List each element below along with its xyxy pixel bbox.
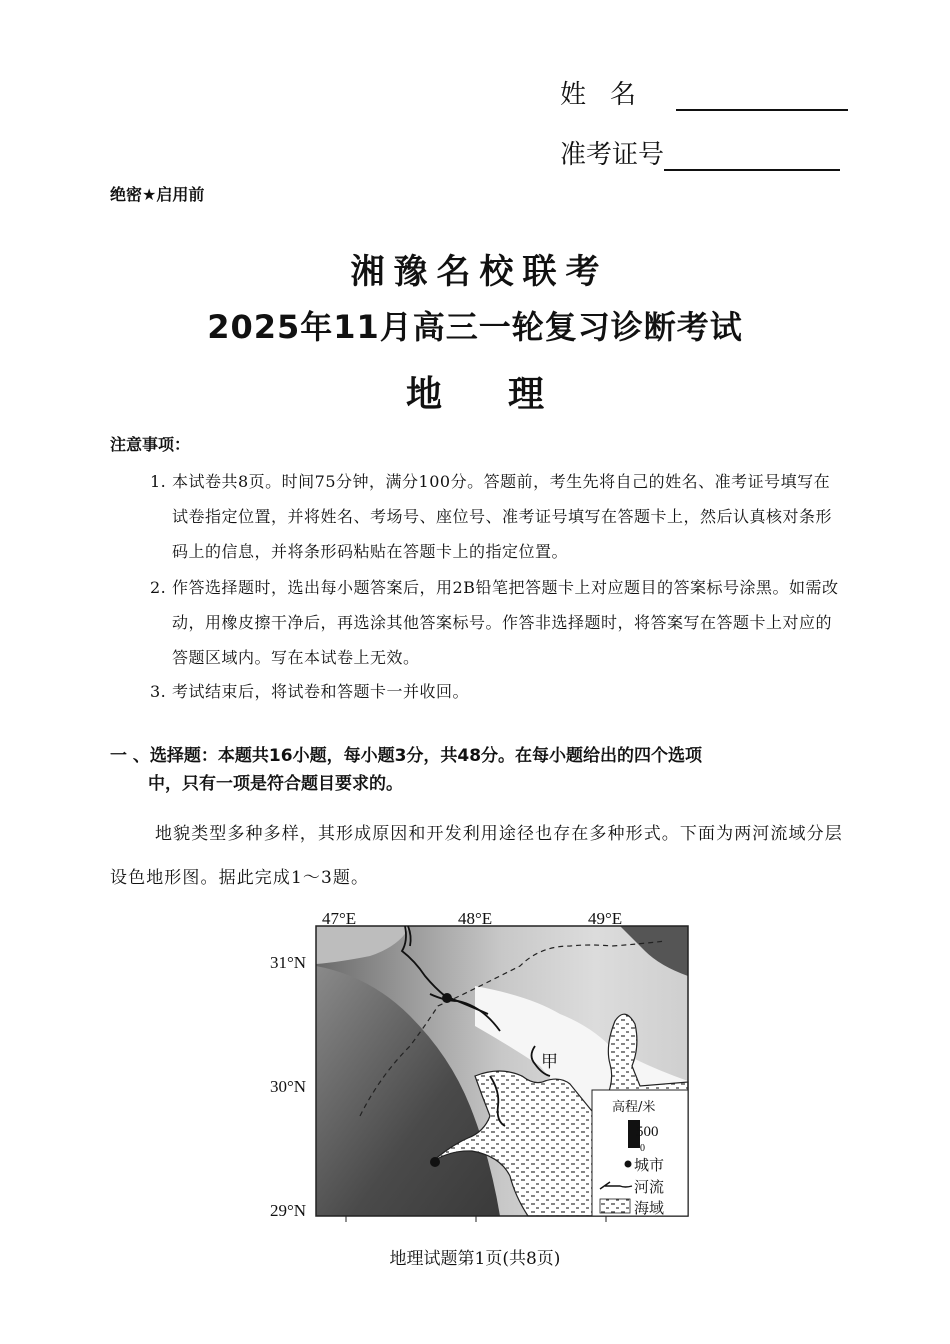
subject-title: 地理 bbox=[405, 374, 610, 415]
notice-number: 1. bbox=[150, 472, 167, 491]
legend-min: 0 bbox=[640, 1143, 645, 1154]
legend-city-symbol bbox=[625, 1161, 632, 1168]
city-marker bbox=[442, 993, 452, 1003]
city-marker bbox=[430, 1157, 440, 1167]
legend-city-label: 城市 bbox=[634, 1156, 665, 1174]
lon-label: 47°E bbox=[322, 909, 357, 928]
name-label-b: 名 bbox=[610, 80, 637, 110]
map-legend bbox=[592, 1090, 688, 1217]
topographic-map bbox=[260, 906, 700, 1226]
section-heading-line1: 一 、选择题：本题共16小题，每小题3分，共48分。在每小题给出的四个选项 bbox=[110, 746, 703, 766]
section-heading-line2: 中，只有一项是符合题目要求的。 bbox=[148, 774, 403, 794]
notice-item bbox=[150, 570, 842, 675]
notice-item bbox=[150, 674, 842, 709]
legend-sea-symbol bbox=[600, 1199, 630, 1213]
exam-organizer-title: 湘豫名校联考 bbox=[350, 252, 609, 292]
ticket-label: 准考证号 bbox=[560, 140, 665, 170]
secrecy-mark: 绝密★启用前 bbox=[110, 185, 205, 204]
place-label-jia: 甲 bbox=[541, 1052, 558, 1072]
name-label-a: 姓 bbox=[560, 80, 587, 110]
question-intro: 地貌类型多种多样，其形成原因和开发利用途径也存在多种形式。下面为两河流域分层设色地形图。据此完成1～3题。 bbox=[110, 824, 843, 888]
legend-sea-label: 海域 bbox=[634, 1199, 665, 1217]
notice-item bbox=[150, 464, 842, 569]
page-footer: 地理试题第1页(共8页) bbox=[389, 1249, 561, 1269]
lon-label: 48°E bbox=[458, 909, 493, 928]
lat-label: 29°N bbox=[270, 1201, 307, 1220]
legend-river-label: 河流 bbox=[634, 1178, 665, 1196]
notice-number: 3. bbox=[150, 682, 167, 701]
exam-name-title: 2025年11月高三一轮复习诊断考试 bbox=[207, 308, 743, 346]
lat-label: 31°N bbox=[270, 953, 307, 972]
name-field bbox=[560, 74, 848, 111]
ticket-field bbox=[560, 134, 840, 171]
section-heading bbox=[110, 742, 845, 798]
notice-text: 作答选择题时，选出每小题答案后，用2B铅笔把答题卡上对应题目的答案标号涂黑。如需改动，用橡皮擦干净后，再选涂其他答案标号。作答非选择题时，将答案写在答题卡上对应的答题区域内。写在本试卷上无效。 bbox=[172, 578, 839, 667]
notice-text: 本试卷共8页。时间75分钟，满分100分。答题前，考生先将自己的姓名、准考证号填写在试卷指定位置，并将姓名、考场号、座位号、准考证号填写在答题卡上，然后认真核对条形码上的信息，并将条形码粘贴在答题卡上的指定位置。 bbox=[172, 472, 833, 561]
tick-marks bbox=[346, 1216, 606, 1222]
name-blank-line bbox=[676, 81, 848, 111]
notice-text: 考试结束后，将试卷和答题卡一并收回。 bbox=[172, 682, 470, 701]
ticket-blank-line bbox=[664, 141, 840, 171]
legend-title: 高程/米 bbox=[612, 1100, 656, 1115]
notice-number: 2. bbox=[150, 578, 167, 597]
lat-label: 30°N bbox=[270, 1077, 307, 1096]
legend-max: 500 bbox=[636, 1124, 659, 1140]
lon-label: 49°E bbox=[588, 909, 623, 928]
notice-heading: 注意事项： bbox=[110, 435, 191, 454]
